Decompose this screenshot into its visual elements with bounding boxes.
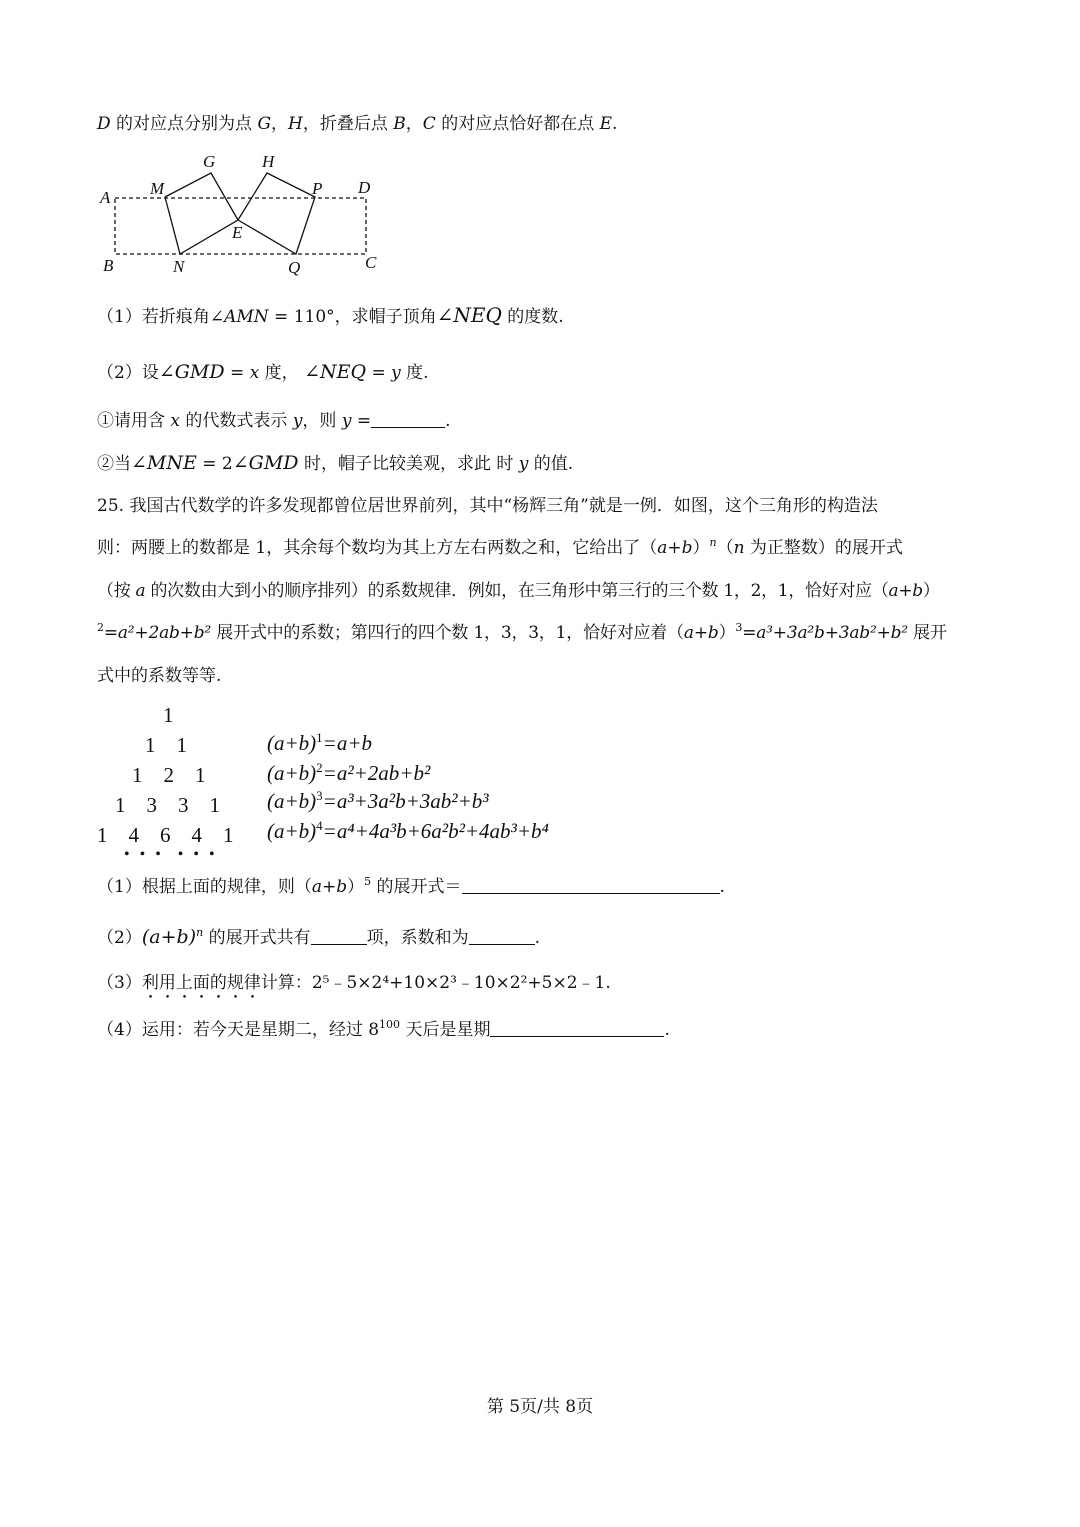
intro-line: D 的对应点分别为点 G，H，折叠后点 B，C 的对应点恰好都在点 E. [97, 114, 618, 134]
q24-sub2: ②当∠MNE = 2∠GMD 时，帽子比较美观，求此 时 y 的值. [97, 452, 574, 474]
label-b: B [103, 256, 114, 275]
q25-part2: $(2)(a+b)^n$ 的展开式共有 项，系数和为 . [97, 926, 540, 948]
label-a: A [100, 188, 111, 207]
label-d: D [358, 178, 371, 197]
q25-line1: 25. 我国古代数学的许多发现都曾位居世界前列，其中“杨辉三角”就是一例．如图，这个三角形的构造法 [97, 496, 878, 516]
triangle-row-2: 1 1 [145, 733, 187, 757]
label-c: C [365, 253, 377, 272]
q25-line2: 则：两腰上的数都是 1，其余每个数均为其上方左右两数之和，它给出了$(a+b)^n(n$ 为正整数）的展开式 [97, 536, 903, 558]
q25-line3: （按 a 的次数由大到小的顺序排列）的系数规律．例如，在三角形中第三行的三个数 1，2，1，恰好对应（a+b） [97, 581, 940, 601]
triangle-row-1: 1 [163, 703, 174, 727]
q25-part3: （3）利用上面的规律计算：2⁵﹣5×2⁴+10×2³﹣10×2²+5×2﹣1. [97, 973, 611, 993]
equation-1: $(a+b)^1=a+b$ [267, 730, 373, 755]
equation-3: $(a+b)^3=a^3+3a^2b+3ab^2+b^3$ [267, 788, 489, 813]
label-h: H [262, 152, 275, 171]
label-e: E [232, 223, 243, 242]
triangle-row-4: 1 3 3 1 [115, 793, 220, 817]
q24-part2: （2）设∠GMD = x 度， ∠NEQ = y 度. [97, 361, 429, 383]
q25-line5: 式中的系数等等. [97, 666, 222, 686]
label-g: G [203, 152, 216, 171]
hat-left [165, 173, 238, 254]
equation-2: $(a+b)^2=a^2+2ab+b^2$ [267, 760, 431, 785]
triangle-row-5: 1 4 6 4 1 [97, 823, 234, 847]
hat-right [238, 173, 315, 254]
label-p: P [312, 179, 323, 198]
answer-blank [490, 1020, 664, 1037]
q25-part4: （4）运用：若今天是星期二，经过 $8^{100}$ 天后是星期 . [97, 1018, 670, 1040]
answer-blank [371, 411, 445, 428]
label-n: N [173, 257, 185, 276]
triangle-row-3: 1 2 1 [132, 763, 206, 787]
triangle-dots: • • • • • • [124, 846, 218, 863]
q24-part1: （1）若折痕角∠AMN = 110°，求帽子顶角∠NEQ 的度数. [97, 303, 564, 327]
q24-sub1: ①请用含 x 的代数式表示 y，则 y = . [97, 411, 451, 431]
answer-blank [469, 928, 535, 945]
answer-blank [462, 877, 720, 894]
answer-blank [311, 928, 367, 945]
page-footer: 第 5页/共 8页 [486, 1397, 594, 1417]
label-m: M [150, 179, 165, 198]
equation-4: $(a+b)^4=a^4+4a^3b+6a^2b^2+4ab^3+b^4$ [267, 818, 549, 843]
q25-line4: $^2$=a²+2ab+b² 展开式中的系数；第四行的四个数 1，3，3，1，恰好对应着$(a+b)^3=a^3+3a^2b+3ab^2+b^2$ 展开 [97, 621, 947, 643]
label-q: Q [288, 258, 301, 277]
hat-fold-figure [95, 148, 395, 278]
q25-part1: （1）根据上面的规律，则$(a+b)^5$ 的展开式＝ . [97, 875, 725, 897]
